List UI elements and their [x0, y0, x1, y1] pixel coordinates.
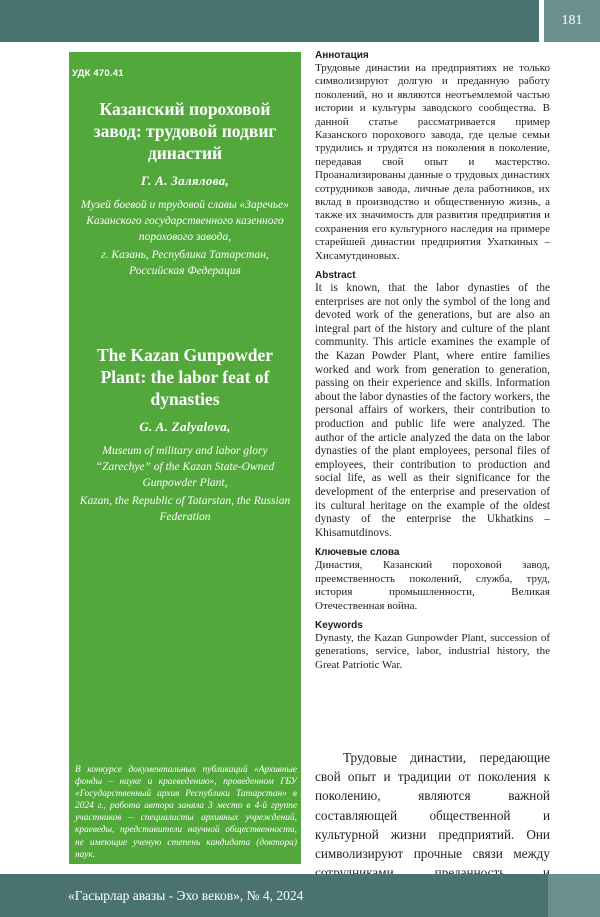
article-body-start: Трудовые династии, передающие свой опыт и традиции от поколения к поколению, являются важной составляющей общественной и культурной жизни предприятий. Они символизируют прочные связи между сотрудниками, преданность и — [315, 748, 550, 902]
russian-author: Г. А. Залялова, — [77, 173, 293, 189]
abstract-heading: Abstract — [315, 270, 550, 281]
abstract-section — [315, 270, 550, 540]
keywords-en-text: Dynasty, the Kazan Gunpowder Plant, succession of generations, service, labor, industrial history, the Great Patriotic War. — [315, 632, 550, 672]
english-location: Kazan, the Republic of Tatarstan, the Russian Federation — [77, 493, 293, 525]
abstract-text: It is known, that the labor dynasties of the enterprises are not only the symbol of the long and devoted work of the generations, but are also an integral part of the history and culture of the plant community. This article examines the example of the Kazan Powder Plant, where entire families worked and work from generation to generation, passing on their experience and skills. Information about the labor dynasties of the factory workers, the personal affairs of workers, their contribution to production and public life were analyzed. The author of the article analyzed the data on the labor dynasties of the plant employees, personal files of employees, their contribution to production and social life, as well as their significance for the development of the enterprise and preservation of its cultural heritage on the example of the oldest dynasty of the enterprise the Ukhatkins – Khisamutdinovs. — [315, 282, 550, 540]
header-band — [0, 0, 539, 42]
english-affiliation: Museum of military and labor glory “Zarechye” of the Kazan State-Owned Gunpowder Plant, — [77, 443, 293, 491]
russian-title: Казанский пороховой завод: трудовой подвиг династий — [77, 98, 293, 164]
footer-bar — [0, 874, 600, 917]
english-title-block — [77, 344, 293, 525]
footer-corner — [548, 874, 600, 917]
keywords-en-heading: Keywords — [315, 620, 550, 631]
competition-note: В конкурсе документальных публикаций «Архивные фонды – науке и краеведению», проведенном ГБУ «Государственный архив Республики Татарстан» в 2024 г., работа автора заняла 3 место в 4-й группе участников – специалисты архивных учреждений, краеведы, представители научной общественности, не имеющие ученую степень кандидата (доктора) наук. — [75, 764, 297, 861]
keywords-ru-section — [315, 547, 550, 613]
annotation-text: Трудовые династии на предприятиях не только символизируют долгую и преданную работу поколений, но и являются неотъемлемой частью истории и культуры заводского сообщества. В данной статье рассматривается пример Казанского порохового завода, где целые семьи трудились и трудятся из поколения в поколение, передавая свой опыт и мастерство. Проанализированы данные о трудовых династиях сотрудников завода, личные дела работников, их вклад в производство и общественную жизнь, а также их значимость для развития предприятия и сохранения его культурного наследия на примере старейшей династии предприятия Ухаткиных – Хисамутдиновых. — [315, 62, 550, 263]
russian-location: г. Казань, Республика Татарстан, Российская Федерация — [77, 247, 293, 279]
annotation-heading: Аннотация — [315, 50, 550, 61]
keywords-ru-heading: Ключевые слова — [315, 547, 550, 558]
russian-title-block — [77, 98, 293, 279]
title-panel — [69, 52, 301, 864]
page-number: 181 — [544, 0, 600, 42]
keywords-ru-text: Династия, Казанский пороховой завод, преемственность поколений, служба, труд, история промышленности, Великая Отечественная война. — [315, 559, 550, 613]
english-author: G. A. Zalyalova, — [77, 419, 293, 435]
journal-title: «Гасырлар авазы - Эхо веков», № 4, 2024 — [68, 874, 303, 917]
keywords-en-section — [315, 620, 550, 672]
abstract-column — [315, 50, 550, 679]
top-bar — [0, 0, 600, 42]
english-title: The Kazan Gunpowder Plant: the labor feat of dynasties — [77, 344, 293, 410]
udk-code: УДК 470.41 — [72, 68, 124, 79]
annotation-section — [315, 50, 550, 263]
russian-affiliation: Музей боевой и трудовой славы «Заречье» Казанского государственного казенного порохового завода, — [77, 197, 293, 245]
